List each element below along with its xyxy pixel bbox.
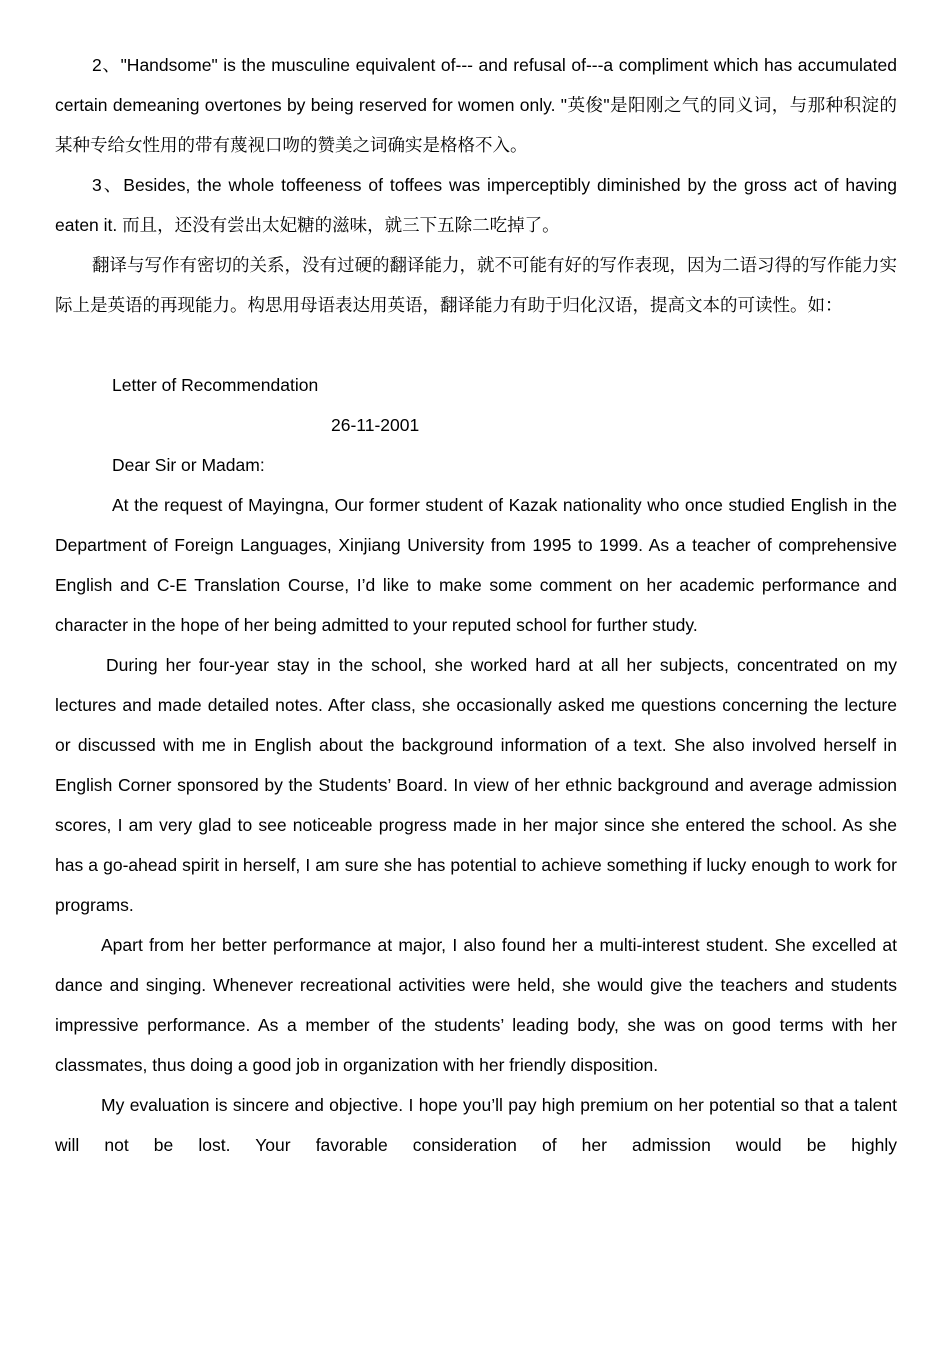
paragraph-translation-intro: 翻译与写作有密切的关系，没有过硬的翻译能力，就不可能有好的写作表现，因为二语习得的写作能力实际上是英语的再现能力。构思用母语表达用英语，翻译能力有助于归化汉语，提高文本的可读性。如： — [55, 255, 897, 315]
letter-paragraph-interests: Apart from her better performance at major, I also found her a multi-interest student. She excelled at dance and singing. Whenever recreational activities were held, she would give the teachers and students impressive performance. As a member of the students’ leading body, she was on good terms with her classmates, thus doing a good job in organization with her friendly disposition. — [55, 935, 897, 1075]
paragraph-example-3: 3、Besides, the whole toffeeness of toffees was imperceptibly diminished by the gross act of having eaten it. 而且，还没有尝出太妃糖的滋味，就三下五除二吃掉了。 — [55, 175, 897, 235]
spacer — [55, 325, 897, 365]
letter-paragraph-study: During her four-year stay in the school, she worked hard at all her subjects, concentrated on my lectures and made detailed notes. After class, she occasionally asked me questions concerning the lecture or discussed with me in English about the background information of a text. She also involved herself in English Corner sponsored by the Students’ Board. In view of her ethnic background and average admission scores, I am very glad to see noticeable progress made in her major since she entered the school. As she has a go-ahead spirit in herself, I am sure she has potential to achieve something if lucky enough to work for programs. — [55, 655, 897, 915]
letter-salutation: Dear Sir or Madam: — [112, 455, 265, 475]
paragraph-example-2: 2、"Handsome" is the musculine equivalent of--- and refusal of---a compliment which has accumulated certain demeaning overtones by being reserved for women only. "英俊"是阳刚之气的同义词，与那种积淀的某种专给女性用的带有蔑视口吻的赞美之词确实是格格不入。 — [55, 55, 897, 155]
document-page — [55, 45, 897, 1165]
letter-paragraph-evaluation: My evaluation is sincere and objective. I hope you’ll pay high premium on her potential so that a talent will not be lost. Your favorable consideration of her admission would be highly — [55, 1095, 897, 1155]
letter-date: 26-11-2001 — [331, 415, 420, 435]
letter-title: Letter of Recommendation — [112, 375, 319, 395]
letter-paragraph-request: At the request of Mayingna, Our former student of Kazak nationality who once studied English in the Department of Foreign Languages, Xinjiang University from 1995 to 1999. As a teacher of comprehensive English and C-E Translation Course, I’d like to make some comment on her academic performance and character in the hope of her being admitted to your reputed school for further study. — [55, 495, 897, 635]
